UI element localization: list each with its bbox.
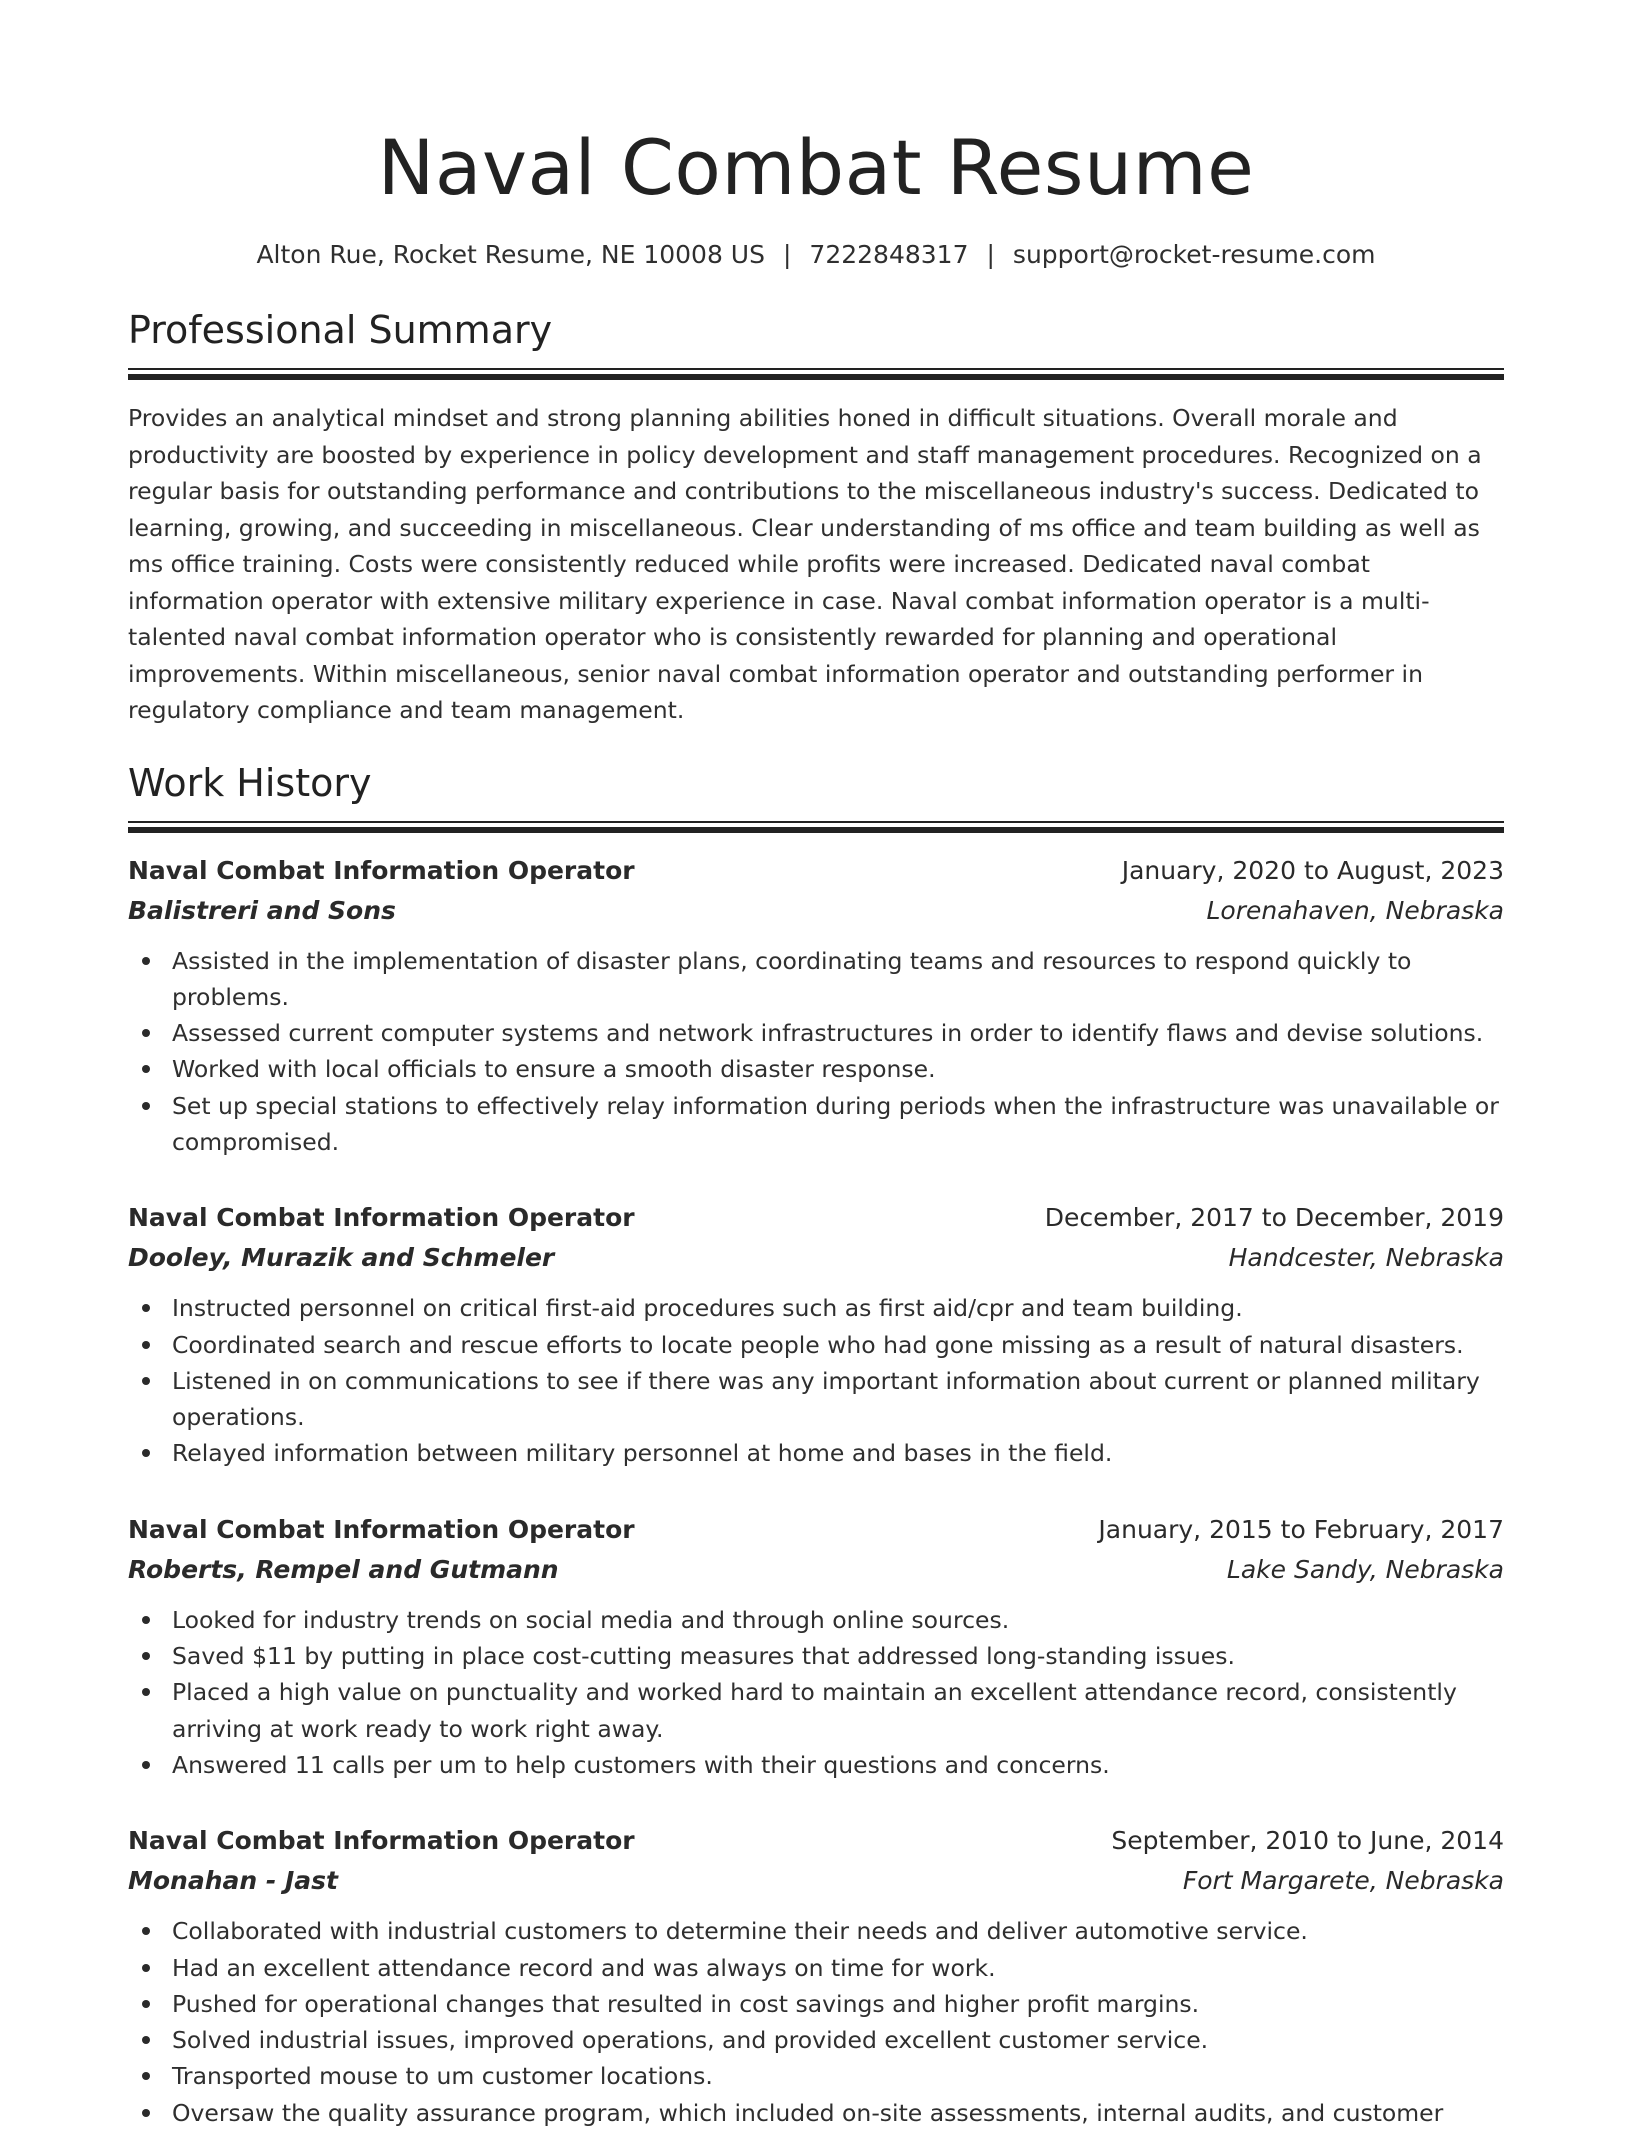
job-bullet-item	[128, 1913, 1504, 1949]
job-dates: January, 2015 to February, 2017	[1098, 1510, 1504, 1550]
job-company: Balistreri and Sons	[128, 891, 396, 931]
job-entry	[128, 1198, 1504, 1471]
divider-thick-line	[128, 827, 1504, 833]
bullet-dot-icon	[142, 1652, 150, 1660]
bullet-dot-icon	[142, 2109, 150, 2117]
contact-address: Alton Rue, Rocket Resume, NE 10008 US	[256, 240, 765, 269]
job-location: Handcester, Nebraska	[1229, 1238, 1504, 1278]
bullet-dot-icon	[142, 2072, 150, 2080]
bullet-dot-icon	[142, 1065, 150, 1073]
job-bullet-text: Saved $11 by putting in place cost-cutting measures that addressed long-standing issues.	[172, 1642, 1235, 1670]
job-bullet-text: Looked for industry trends on social media and through online sources.	[172, 1606, 1009, 1634]
job-bullet-list	[128, 1913, 1504, 2131]
bullet-dot-icon	[142, 957, 150, 965]
job-bullet-item	[128, 2095, 1504, 2131]
job-bullet-item	[128, 1674, 1504, 1747]
resume-title: Naval Combat Resume	[128, 118, 1504, 218]
job-bullet-text: Listened in on communications to see if there was any important information about current or planned military operations.	[172, 1367, 1480, 1431]
bullet-dot-icon	[142, 2036, 150, 2044]
job-title: Naval Combat Information Operator	[128, 1198, 635, 1238]
job-bullet-list	[128, 943, 1504, 1161]
job-header-row	[128, 1510, 1504, 1550]
job-company: Dooley, Murazik and Schmeler	[128, 1238, 554, 1278]
bullet-dot-icon	[142, 1964, 150, 1972]
job-bullet-text: Coordinated search and rescue efforts to locate people who had gone missing as a result of natural disasters.	[172, 1331, 1464, 1359]
job-title: Naval Combat Information Operator	[128, 1510, 635, 1550]
job-dates: September, 2010 to June, 2014	[1111, 1821, 1504, 1861]
bullet-dot-icon	[142, 1102, 150, 1110]
job-dates: January, 2020 to August, 2023	[1122, 851, 1504, 891]
job-company-row	[128, 1238, 1504, 1278]
job-bullet-text: Worked with local officials to ensure a smooth disaster response.	[172, 1055, 936, 1083]
job-bullet-item	[128, 943, 1504, 1016]
job-bullet-text: Answered 11 calls per um to help customers with their questions and concerns.	[172, 1751, 1110, 1779]
bullet-dot-icon	[142, 1377, 150, 1385]
bullet-dot-icon	[142, 1449, 150, 1457]
divider-thick-line	[128, 374, 1504, 380]
job-location: Fort Margarete, Nebraska	[1183, 1861, 1504, 1901]
job-bullet-item	[128, 1950, 1504, 1986]
job-header-row	[128, 1198, 1504, 1238]
job-bullet-text: Had an excellent attendance record and was always on time for work.	[172, 1954, 996, 1982]
job-bullet-item	[128, 1638, 1504, 1674]
job-bullet-text: Relayed information between military personnel at home and bases in the field.	[172, 1439, 1112, 1467]
job-bullet-item	[128, 1363, 1504, 1436]
job-bullet-text: Oversaw the quality assurance program, which included on-site assessments, internal audits, and customer	[172, 2099, 1443, 2127]
divider-thin-line	[128, 821, 1504, 823]
contact-line	[128, 238, 1504, 272]
job-company-row	[128, 891, 1504, 931]
job-bullet-item	[128, 2058, 1504, 2094]
job-location: Lorenahaven, Nebraska	[1207, 891, 1505, 931]
job-company-row	[128, 1861, 1504, 1901]
job-title: Naval Combat Information Operator	[128, 851, 635, 891]
job-bullet-item	[128, 1290, 1504, 1326]
bullet-dot-icon	[142, 1304, 150, 1312]
summary-heading: Professional Summary	[128, 306, 1504, 354]
job-bullet-item	[128, 1015, 1504, 1051]
job-bullet-item	[128, 1051, 1504, 1087]
job-bullet-text: Assisted in the implementation of disaster plans, coordinating teams and resources to respond quickly to problems.	[172, 947, 1411, 1011]
job-company: Monahan - Jast	[128, 1861, 338, 1901]
job-dates: December, 2017 to December, 2019	[1045, 1198, 1504, 1238]
section-divider	[128, 368, 1504, 380]
job-bullet-item	[128, 1435, 1504, 1471]
job-title: Naval Combat Information Operator	[128, 1821, 635, 1861]
job-bullet-list	[128, 1290, 1504, 1471]
job-list	[128, 851, 1504, 2131]
job-entry	[128, 851, 1504, 1161]
job-bullet-text: Placed a high value on punctuality and worked hard to maintain an excellent attendance record, consistently arriving at work ready to work right away.	[172, 1678, 1457, 1742]
section-divider	[128, 821, 1504, 833]
contact-separator: |	[783, 238, 791, 272]
job-bullet-item	[128, 1088, 1504, 1161]
bullet-dot-icon	[142, 2000, 150, 2008]
summary-text: Provides an analytical mindset and strong planning abilities honed in difficult situations. Overall morale and productivity are boosted by experience in policy development and staff management procedures. Recognized on a regular basis for outstanding performance and contributions to the miscellaneous industry's success. Dedicated to learning, growing, and succeeding in miscellaneous. Clear understanding of ms office and team building as well as ms office training. Costs were consistently reduced while profits were increased. Dedicated naval combat information operator with extensive military experience in case. Naval combat information operator is a multi-talented naval combat information operator who is consistently rewarded for planning and operational improvements. Within miscellaneous, senior naval combat information operator and outstanding performer in regulatory compliance and team management.	[128, 400, 1504, 729]
bullet-dot-icon	[142, 1927, 150, 1935]
job-bullet-item	[128, 2022, 1504, 2058]
job-bullet-item	[128, 1747, 1504, 1783]
bullet-dot-icon	[142, 1761, 150, 1769]
job-bullet-text: Set up special stations to effectively relay information during periods when the infrastructure was unavailable or compromised.	[172, 1092, 1499, 1156]
job-company-row	[128, 1550, 1504, 1590]
contact-email: support@rocket-resume.com	[1013, 240, 1376, 269]
resume-page	[128, 0, 1504, 2131]
job-location: Lake Sandy, Nebraska	[1227, 1550, 1504, 1590]
bullet-dot-icon	[142, 1688, 150, 1696]
job-bullet-text: Assessed current computer systems and network infrastructures in order to identify flaws and devise solutions.	[172, 1019, 1483, 1047]
job-bullet-item	[128, 1602, 1504, 1638]
bullet-dot-icon	[142, 1616, 150, 1624]
job-entry	[128, 1510, 1504, 1783]
job-header-row	[128, 851, 1504, 891]
job-bullet-text: Instructed personnel on critical first-aid procedures such as first aid/cpr and team building.	[172, 1294, 1243, 1322]
work-history-heading: Work History	[128, 759, 1504, 807]
job-bullet-list	[128, 1602, 1504, 1783]
job-bullet-text: Pushed for operational changes that resulted in cost savings and higher profit margins.	[172, 1990, 1199, 2018]
contact-phone: 7222848317	[809, 240, 968, 269]
job-entry	[128, 1821, 1504, 2131]
bullet-dot-icon	[142, 1341, 150, 1349]
divider-thin-line	[128, 368, 1504, 370]
job-bullet-text: Transported mouse to um customer locations.	[172, 2062, 713, 2090]
contact-separator: |	[986, 238, 994, 272]
job-bullet-item	[128, 1327, 1504, 1363]
job-header-row	[128, 1821, 1504, 1861]
job-bullet-text: Collaborated with industrial customers to determine their needs and deliver automotive service.	[172, 1917, 1308, 1945]
job-company: Roberts, Rempel and Gutmann	[128, 1550, 559, 1590]
bullet-dot-icon	[142, 1029, 150, 1037]
job-bullet-text: Solved industrial issues, improved operations, and provided excellent customer service.	[172, 2026, 1208, 2054]
job-bullet-item	[128, 1986, 1504, 2022]
